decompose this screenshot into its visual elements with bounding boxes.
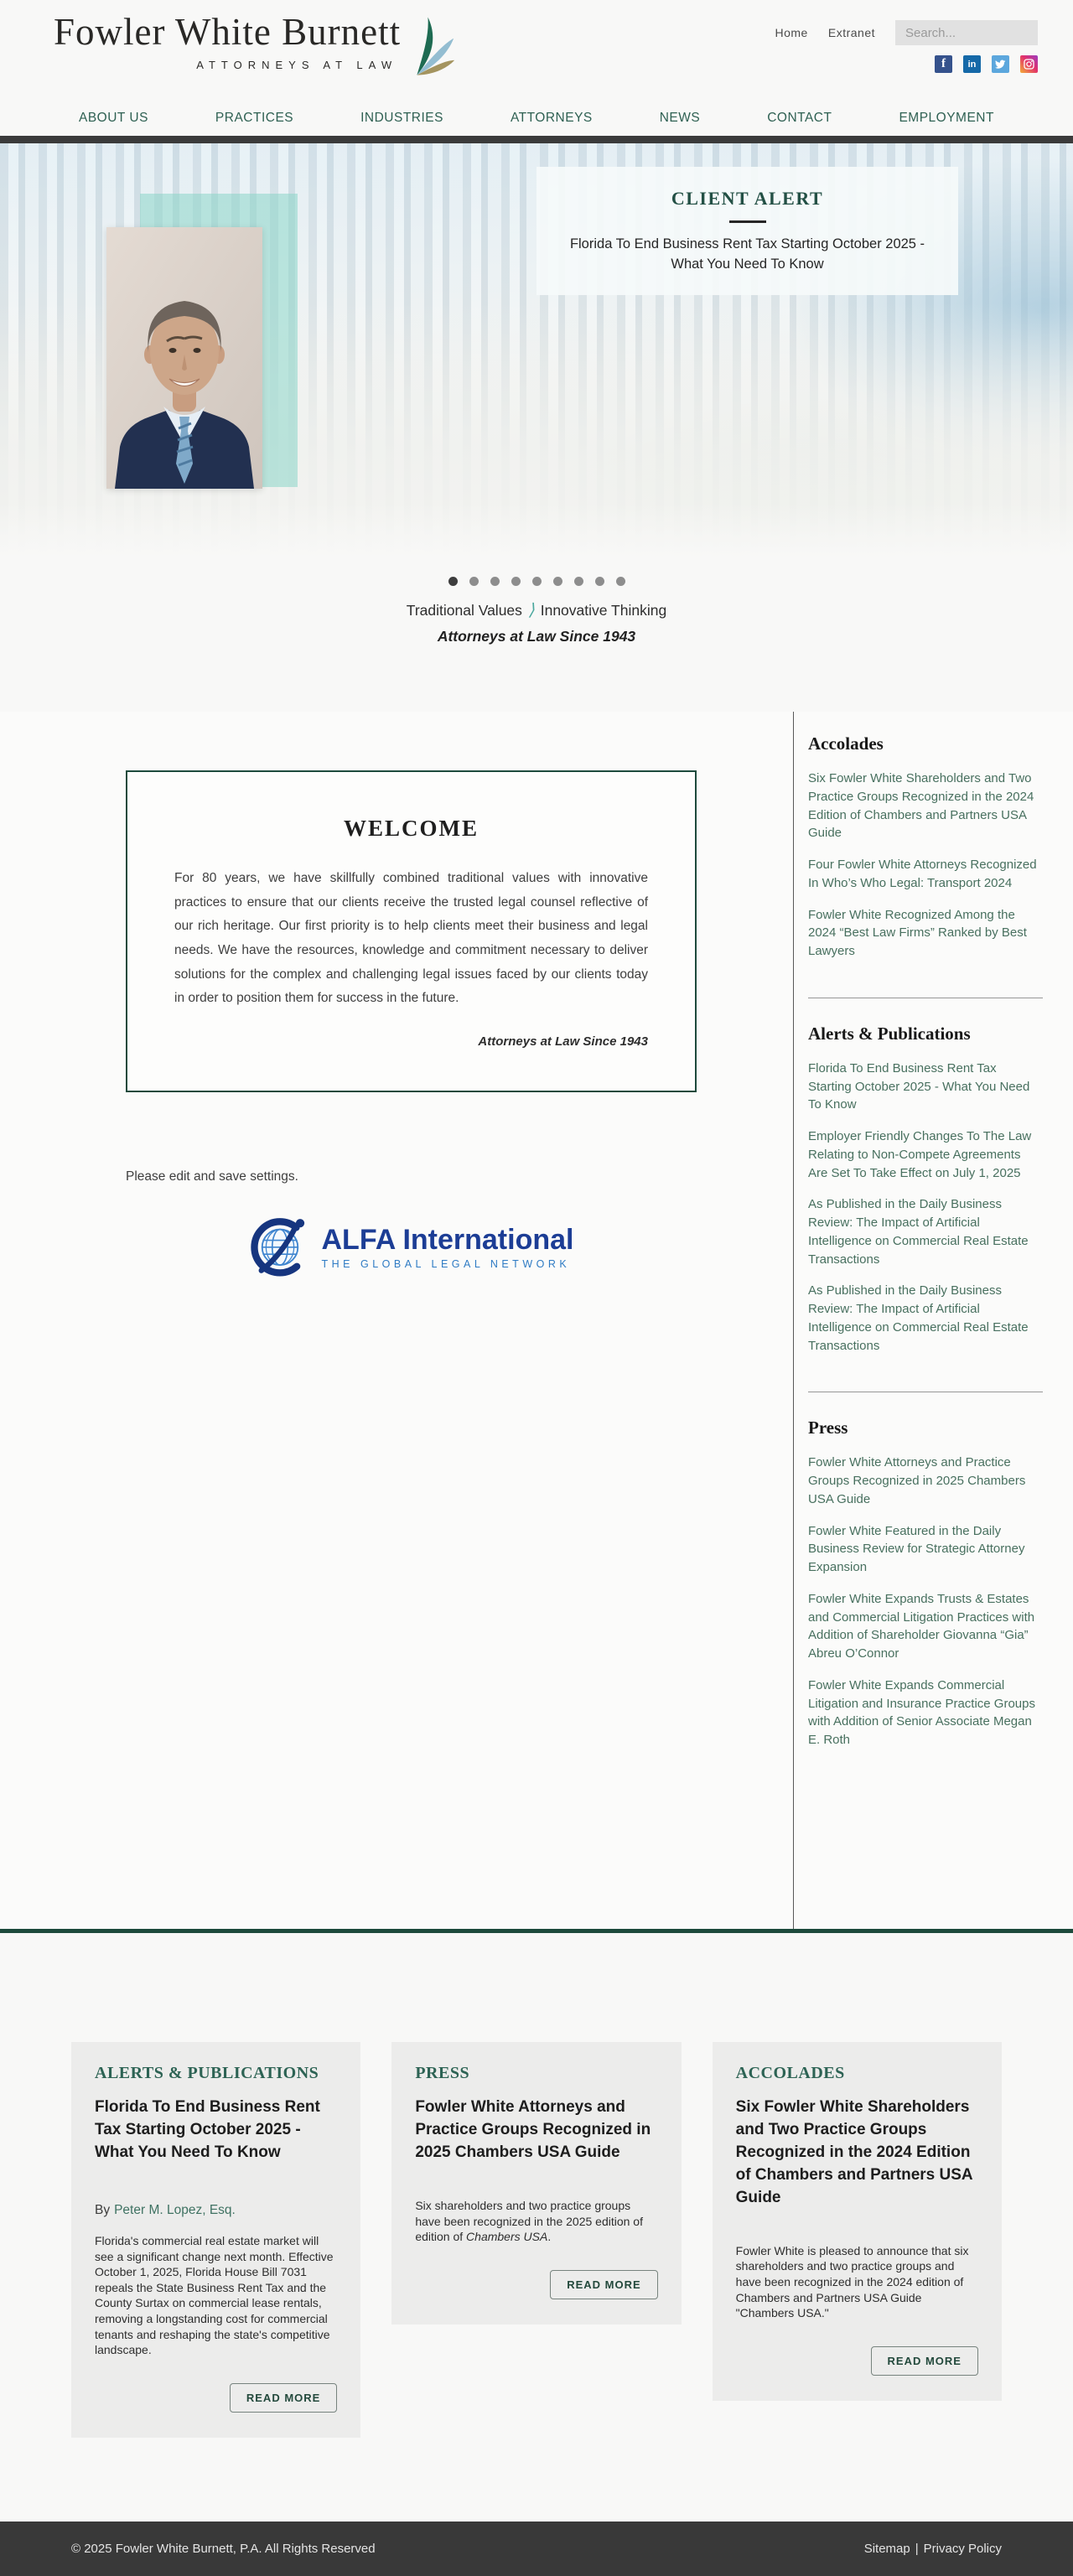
carousel-dot[interactable] bbox=[532, 577, 542, 586]
firm-logo-mark-icon bbox=[409, 17, 456, 81]
carousel-dot[interactable] bbox=[574, 577, 583, 586]
read-more-button[interactable]: READ MORE bbox=[550, 2270, 657, 2299]
main-left-column bbox=[0, 712, 793, 1929]
main-navigation bbox=[0, 101, 1073, 136]
sidebar-link[interactable]: Fowler White Expands Commercial Litigation and Insurance Practice Groups with Addition of Senior Associate Megan E. Roth bbox=[808, 1677, 1035, 1747]
welcome-box bbox=[126, 770, 697, 1092]
instagram-icon[interactable] bbox=[1020, 55, 1038, 73]
sidebar-section-alerts-publications bbox=[808, 998, 1043, 1379]
extranet-link[interactable]: Extranet bbox=[827, 26, 875, 39]
sidebar-heading: Press bbox=[808, 1418, 848, 1438]
carousel-controls-band bbox=[0, 562, 1073, 712]
client-alert-box bbox=[536, 167, 958, 295]
sidebar-heading: Alerts & Publications bbox=[808, 1023, 971, 1044]
card-body bbox=[415, 2198, 657, 2245]
sidebar-link[interactable]: Fowler White Attorneys and Practice Groups Recognized in 2025 Chambers USA Guide bbox=[808, 1455, 1026, 1506]
site-header bbox=[0, 0, 1073, 101]
footer-links bbox=[864, 2542, 1002, 2556]
settings-notice-text: Please edit and save settings. bbox=[126, 1169, 298, 1184]
nav-employment[interactable]: EMPLOYMENT bbox=[899, 111, 994, 125]
carousel-dot[interactable] bbox=[490, 577, 500, 586]
client-alert-title-link[interactable]: Florida To End Business Rent Tax Starting October 2025 - What You Need To Know bbox=[569, 236, 925, 272]
site-footer bbox=[0, 2522, 1073, 2576]
card-title-link[interactable]: Fowler White Attorneys and Practice Groups Recognized in 2025 Chambers USA Guide bbox=[415, 2098, 651, 2161]
nav-contact[interactable]: CONTACT bbox=[767, 111, 832, 125]
firm-logo[interactable] bbox=[54, 12, 456, 101]
alfa-globe-icon bbox=[249, 1215, 311, 1281]
card-press bbox=[391, 2042, 681, 2325]
firm-tagline: ATTORNEYS AT LAW bbox=[196, 58, 398, 71]
sidebar-link[interactable]: Employer Friendly Changes To The Law Relating to Non-Compete Agreements Are Set To Take Effect on July 1, 2025 bbox=[808, 1129, 1032, 1180]
hero-carousel-slide bbox=[0, 143, 1073, 562]
copyright-text: © 2025 Fowler White Burnett, P.A. All Rights Reserved bbox=[71, 2541, 376, 2556]
sidebar-link[interactable]: As Published in the Daily Business Review: The Impact of Artificial Intelligence on Commercial Real Estate Transactions bbox=[808, 1283, 1029, 1353]
welcome-paragraph: For 80 years, we have skillfully combined traditional values with innovative practices to ensure that our clients receive the trusted legal counsel reflective of our rich heritage. Our first priority is to help clients meet their business and legal needs. We have the resources, knowledge and commitment necessary to deliver solutions for the complex and challenging legal issues faced by our clients today in order to position them for success in the future. bbox=[174, 871, 648, 1006]
privacy-policy-link[interactable]: Privacy Policy bbox=[923, 2541, 1002, 2556]
nav-practices[interactable]: PRACTICES bbox=[215, 111, 294, 125]
since-1943-tagline: Attorneys at Law Since 1943 bbox=[437, 628, 636, 645]
sidebar-link[interactable]: As Published in the Daily Business Review: The Impact of Artificial Intelligence on Commercial Real Estate Transactions bbox=[808, 1197, 1029, 1267]
carousel-dot[interactable] bbox=[616, 577, 625, 586]
search-input[interactable] bbox=[895, 20, 1038, 45]
card-body-italic: Chambers USA bbox=[466, 2230, 548, 2244]
attorney-portrait-photo bbox=[106, 227, 262, 489]
nav-news[interactable]: NEWS bbox=[659, 111, 701, 125]
card-accolades bbox=[713, 2042, 1002, 2401]
nav-industries[interactable]: INDUSTRIES bbox=[360, 111, 443, 125]
sidebar-section-accolades bbox=[808, 722, 1043, 984]
card-title-link[interactable]: Florida To End Business Rent Tax Starting October 2025 - What You Need To Know bbox=[95, 2098, 320, 2161]
carousel-dot[interactable] bbox=[469, 577, 479, 586]
card-body: Fowler White is pleased to announce that six shareholders and two practice groups and have been recognized in the 2024 edition of Chambers and Partners USA Guide "Chambers USA." bbox=[735, 2243, 969, 2320]
card-alerts-publications bbox=[71, 2042, 360, 2438]
card-body-text: . bbox=[547, 2230, 552, 2244]
firm-name: Fowler White Burnett bbox=[54, 11, 402, 53]
carousel-dot[interactable] bbox=[511, 577, 521, 586]
sidebar-link[interactable]: Florida To End Business Rent Tax Starting October 2025 - What You Need To Know bbox=[808, 1060, 1030, 1112]
footer-separator: | bbox=[915, 2541, 919, 2556]
card-category: ACCOLADES bbox=[735, 2064, 845, 2082]
news-cards-section bbox=[0, 1933, 1073, 2522]
firm-motto bbox=[0, 599, 1073, 620]
sidebar bbox=[793, 712, 1073, 1929]
card-body-text: Six shareholders and two practice groups have been recognized in the 2025 edition of edition of bbox=[415, 2198, 643, 2244]
client-alert-label: CLIENT ALERT bbox=[671, 188, 824, 209]
motto-right: Innovative Thinking bbox=[540, 602, 667, 619]
sidebar-link[interactable]: Six Fowler White Shareholders and Two Practice Groups Recognized in the 2024 Edition of Chambers and Partners USA Guide bbox=[808, 771, 1034, 841]
card-body: Florida's commercial real estate market will see a significant change next month. Effective October 1, 2025, Florida House Bill 7031 repeals the State Business Rent Tax and the County Surtax on commercial lease rentals, removing a longstanding cost for commercial tenants and reshaping the state's competitive landscape. bbox=[95, 2233, 334, 2357]
facebook-icon[interactable]: f bbox=[935, 55, 952, 73]
nav-divider-strip bbox=[0, 136, 1073, 143]
motto-divider-icon: ⟩ bbox=[527, 601, 535, 619]
twitter-icon[interactable] bbox=[992, 55, 1009, 73]
read-more-button[interactable]: READ MORE bbox=[871, 2346, 978, 2376]
read-more-button[interactable]: READ MORE bbox=[230, 2383, 337, 2413]
sitemap-link[interactable]: Sitemap bbox=[863, 2541, 910, 2556]
alfa-name: ALFA International bbox=[321, 1223, 574, 1256]
card-byline bbox=[95, 2203, 337, 2218]
card-category: PRESS bbox=[415, 2064, 470, 2082]
main-content bbox=[0, 712, 1073, 1929]
sidebar-link[interactable]: Four Fowler White Attorneys Recognized In Who’s Who Legal: Transport 2024 bbox=[808, 858, 1037, 890]
linkedin-icon[interactable]: in bbox=[963, 55, 981, 73]
nav-about-us[interactable]: ABOUT US bbox=[79, 111, 148, 125]
author-link[interactable]: Peter M. Lopez, Esq. bbox=[114, 2202, 236, 2217]
card-category: ALERTS & PUBLICATIONS bbox=[95, 2064, 319, 2082]
carousel-dot[interactable] bbox=[595, 577, 604, 586]
sidebar-heading: Accolades bbox=[808, 733, 884, 754]
nav-attorneys[interactable]: ATTORNEYS bbox=[510, 111, 593, 125]
sidebar-link[interactable]: Fowler White Expands Trusts & Estates and Commercial Litigation Practices with Addition of Shareholder Giovanna “Gia” Abreu O’Connor bbox=[808, 1591, 1035, 1661]
welcome-heading: WELCOME bbox=[343, 816, 479, 841]
carousel-dot[interactable] bbox=[553, 577, 562, 586]
alfa-tagline: THE GLOBAL LEGAL NETWORK bbox=[321, 1258, 571, 1271]
sidebar-link[interactable]: Fowler White Recognized Among the 2024 “Best Law Firms” Ranked by Best Lawyers bbox=[808, 907, 1027, 958]
alfa-international-logo[interactable] bbox=[126, 1215, 697, 1281]
social-links bbox=[935, 55, 1038, 73]
alert-divider bbox=[729, 220, 766, 223]
sidebar-link[interactable]: Fowler White Featured in the Daily Business Review for Strategic Attorney Expansion bbox=[808, 1523, 1025, 1574]
carousel-dot[interactable] bbox=[448, 577, 458, 586]
byline-prefix: By bbox=[95, 2202, 111, 2217]
card-title-link[interactable]: Six Fowler White Shareholders and Two Practice Groups Recognized in the 2024 Edition of Chambers and Partners USA Guide bbox=[735, 2098, 972, 2206]
motto-left: Traditional Values bbox=[406, 602, 522, 619]
carousel-dots bbox=[0, 577, 1073, 586]
sidebar-section-press bbox=[808, 1392, 1043, 1773]
welcome-signoff: Attorneys at Law Since 1943 bbox=[478, 1034, 648, 1050]
home-link[interactable]: Home bbox=[775, 26, 808, 39]
